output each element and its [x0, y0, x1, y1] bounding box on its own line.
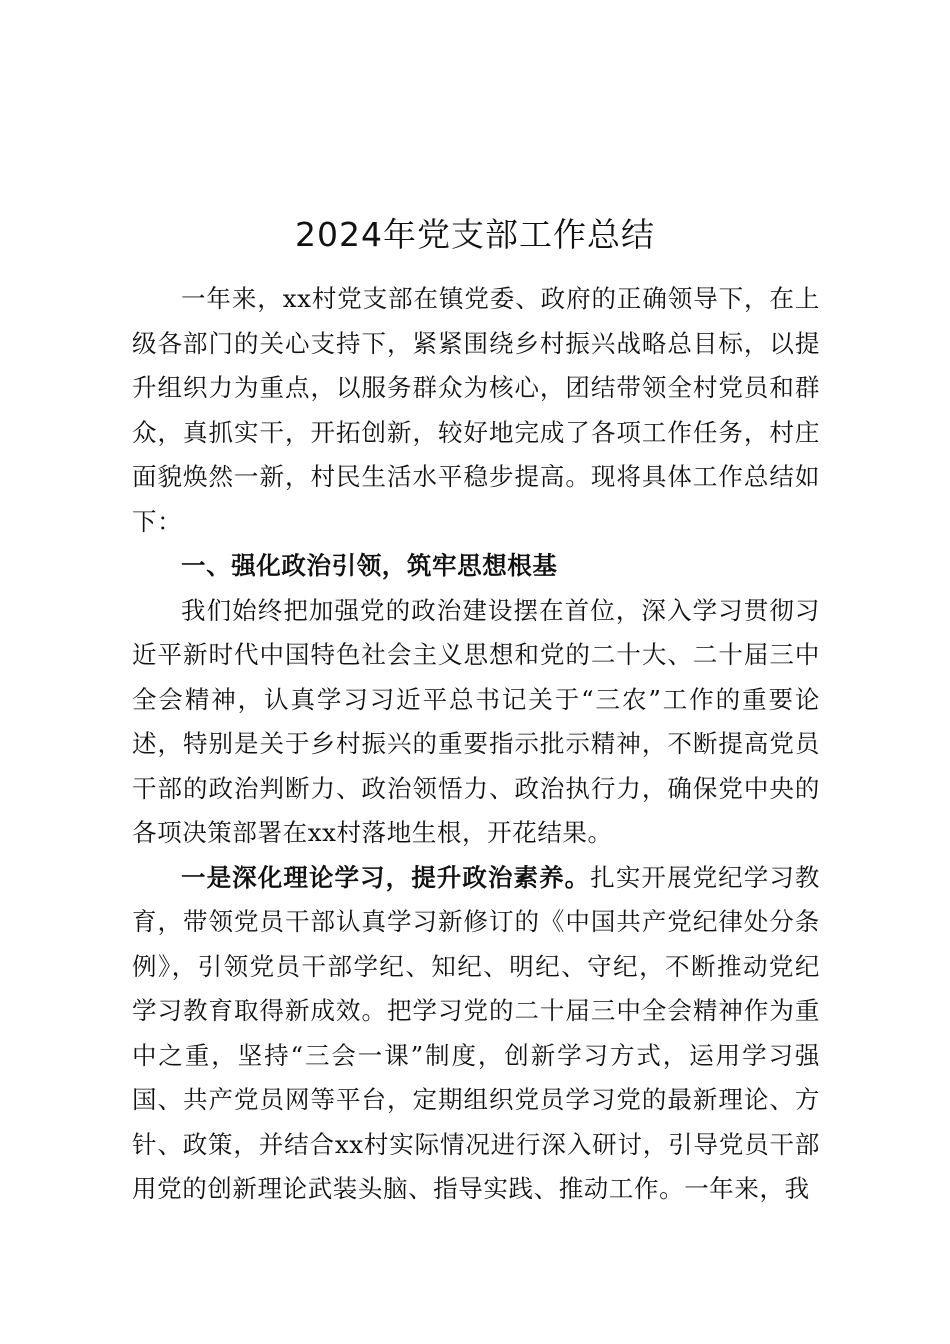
document-title: 2024年党支部工作总结	[295, 215, 655, 254]
section-paragraph: 我们始终把加强党的政治建设摆在首位，深入学习贯彻习近平新时代中国特色社会主义思想和党的二十大、二十届三中全会精神，认真学习习近平总书记关于“三农”工作的重要论述，特别是关于乡村振兴的重要指示批示精神，不断提高党员干部的政治判断力、政治领悟力、政治执行力，确保党中央的各项决策部署在xx村落地生根，开花结果。	[132, 595, 820, 847]
point-lead: 一是深化理论学习，提升政治素养。	[181, 862, 591, 892]
document-body	[132, 277, 820, 1212]
section-heading: 一、强化政治引领，筑牢思想根基	[181, 551, 558, 580]
point-body: 扎实开展党纪学习教育，带领党员干部认真学习新修订的《中国共产党纪律处分条例》，引领党员干部学纪、知纪、明纪、守纪，不断推动党纪学习教育取得新成效。把学习党的二十届三中全会精神作为重中之重，坚持“三会一课”制度，创新学习方式，运用学习强国、共产党员网等平台，定期组织党员学习党的最新理论、方针、政策，并结合xx村实际情况进行深入研讨，引导党员干部用党的创新理论武装头脑、指导实践、推动工作。一年来，我	[132, 862, 820, 1203]
point-paragraph	[132, 856, 820, 1212]
intro-paragraph: 一年来，xx村党支部在镇党委、政府的正确领导下，在上级各部门的关心支持下，紧紧围绕乡村振兴战略总目标，以提升组织力为重点，以服务群众为核心，团结带领全村党员和群众，真抓实干，开拓创新，较好地完成了各项工作任务，村庄面貌焕然一新，村民生活水平稳步提高。现将具体工作总结如下：	[132, 284, 820, 536]
